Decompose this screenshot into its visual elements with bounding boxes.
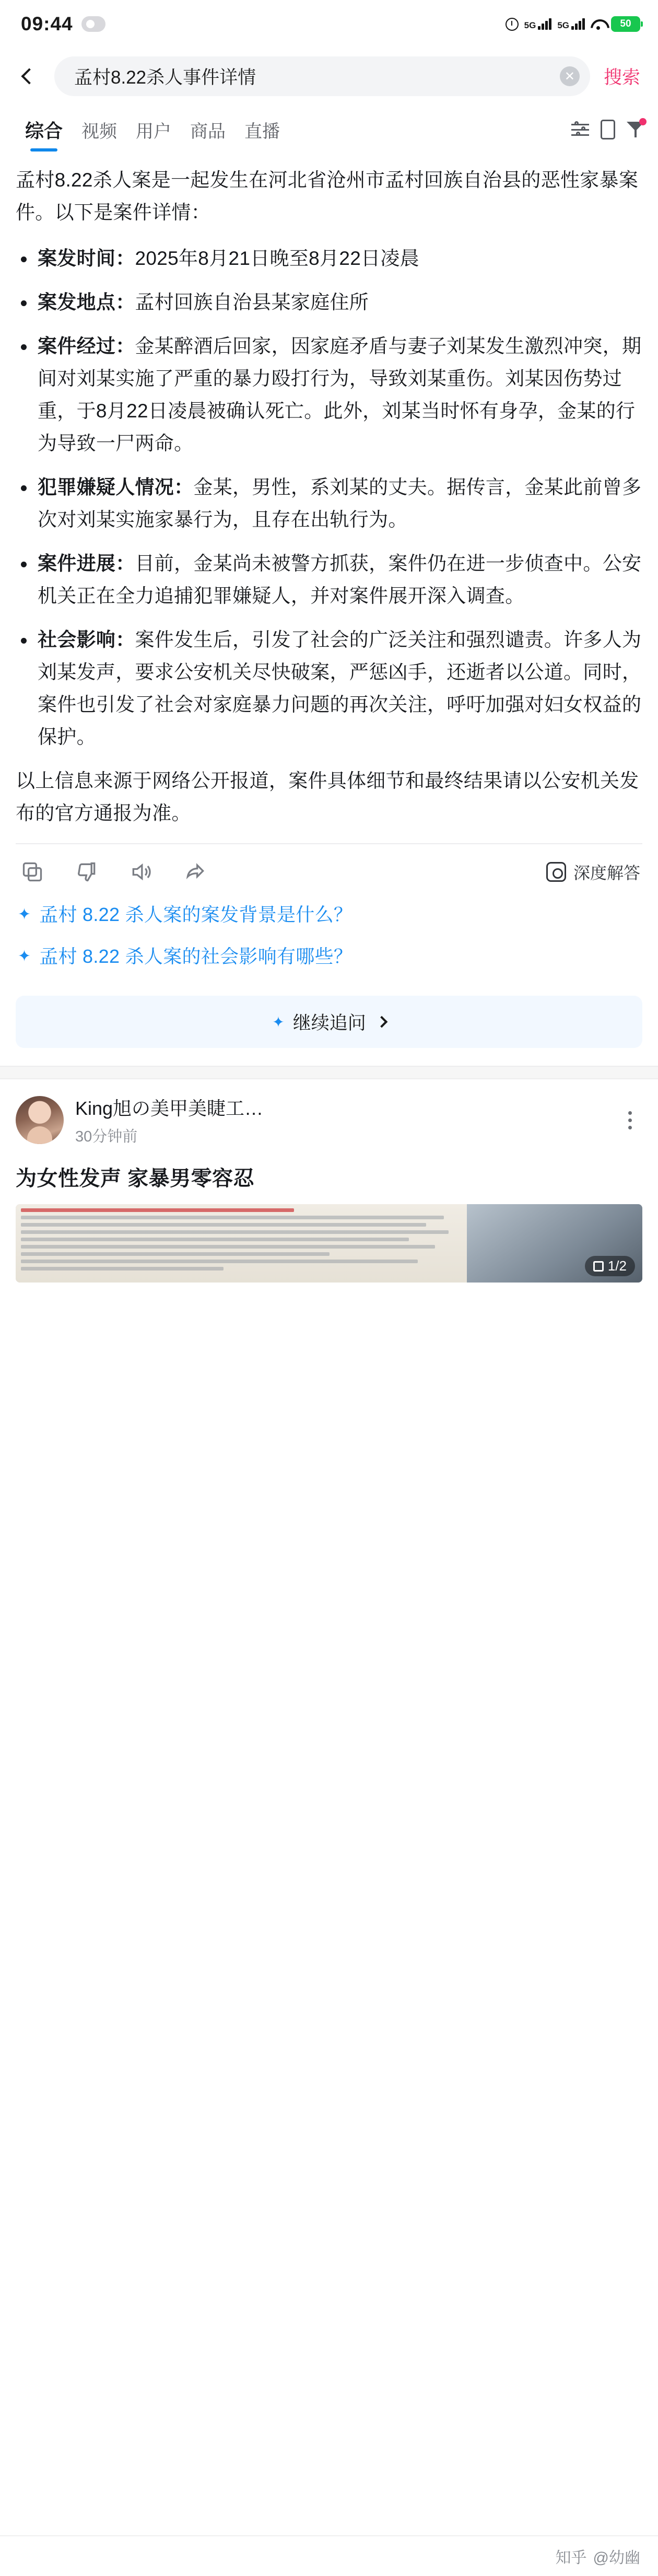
ai-answer-card: [0, 155, 658, 830]
deep-answer-icon: [546, 862, 566, 882]
wifi-icon: [591, 18, 605, 30]
status-bar-left: [21, 13, 105, 35]
answer-intro: 孟村8.22杀人案是一起发生在河北省沧州市孟村回族自治县的恶性家暴案件。以下是案件详情：: [16, 169, 639, 223]
post-header: [16, 1094, 642, 1146]
funnel-icon[interactable]: [627, 120, 644, 139]
bottom-watermark-bar: [0, 2535, 658, 2576]
search-submit-button[interactable]: 搜索: [603, 67, 640, 88]
continue-ask-label: 继续追问: [292, 1013, 366, 1033]
post-media[interactable]: [16, 1204, 642, 1283]
signal-group-1: [524, 18, 552, 30]
tab-video[interactable]: 视频: [81, 121, 118, 142]
followup-question-text: 孟村 8.22 杀人案的案发背景是什么？: [39, 904, 353, 925]
bullet-body: 2025年8月21日晚至8月22日凌晨: [135, 248, 419, 269]
back-arrow-icon: [21, 68, 37, 84]
share-icon[interactable]: [184, 860, 207, 883]
back-button[interactable]: [13, 60, 46, 93]
tab-live[interactable]: 直播: [244, 121, 280, 142]
deep-answer-button[interactable]: [546, 860, 640, 884]
images-icon: [593, 1261, 604, 1272]
bullet-title: 社会影响：: [38, 629, 135, 650]
answer-bullet-list: [16, 242, 642, 753]
search-bar: [0, 48, 658, 104]
status-bar: [0, 0, 658, 48]
network-type-label-2: 5G: [557, 20, 569, 30]
followup-question-list: [0, 900, 658, 988]
post-timestamp: 30分钟前: [75, 1128, 138, 1145]
post-media-document: [16, 1204, 467, 1283]
answer-action-bar: [0, 844, 658, 900]
phone-icon[interactable]: [601, 120, 615, 139]
deep-answer-label: 深度解答: [573, 864, 640, 882]
answer-disclaimer: 以上信息来源于网络公开报道，案件具体细节和最终结果请以公安机关发布的官方通报为准。: [16, 770, 639, 824]
thumbs-down-icon[interactable]: [75, 860, 98, 883]
tab-bar: [0, 104, 658, 155]
tab-products[interactable]: 商品: [190, 121, 226, 142]
watermark-nickname: @幼幽: [593, 2549, 640, 2567]
zhihu-logo: 知乎: [555, 2549, 587, 2567]
post-image-count-label: 1/2: [607, 1258, 627, 1274]
status-bar-right: [506, 16, 640, 32]
bullet-title: 案发时间：: [38, 248, 135, 269]
funnel-badge-dot: [639, 118, 647, 125]
post-author-meta: [75, 1094, 608, 1146]
bullet-body: 目前，金某尚未被警方抓获，案件仍在进一步侦查中。公安机关正在全力追捕犯罪嫌疑人，并对案件展开深入调查。: [38, 553, 642, 607]
chevron-right-icon: [375, 1016, 387, 1028]
search-input[interactable]: [54, 56, 590, 96]
list-item: [16, 547, 642, 612]
bullet-title: 案件进展：: [38, 553, 135, 574]
section-separator: [0, 1066, 658, 1079]
status-time: 09:44: [21, 13, 73, 34]
signal-group-2: [557, 18, 585, 30]
network-type-label-1: 5G: [524, 20, 536, 30]
list-item: [16, 624, 642, 753]
continue-ask-wrapper: [0, 988, 658, 1066]
followup-question-1[interactable]: [18, 900, 640, 930]
tab-users[interactable]: 用户: [136, 121, 172, 142]
list-item: [16, 286, 642, 319]
bullet-body: 金某，男性，系刘某的丈夫。据传言，金某此前曾多次对刘某实施家暴行为，且存在出轨行为。: [38, 476, 642, 530]
continue-ask-button[interactable]: [16, 996, 642, 1048]
bullet-body: 案件发生后，引发了社会的广泛关注和强烈谴责。许多人为刘某发声，要求公安机关尽快破案，严惩凶手，还逝者以公道。同时，案件也引发了社会对家庭暴力问题的再次关注，呼吁加强对妇女权益的保护。: [38, 629, 642, 748]
speaker-icon[interactable]: [130, 860, 152, 883]
search-input-value: 孟村8.22杀人事件详情: [74, 67, 256, 88]
tab-comprehensive[interactable]: 综合: [16, 116, 72, 143]
list-item: [16, 242, 642, 275]
bullet-body: 孟村回族自治县某家庭住所: [135, 292, 369, 313]
sliders-icon[interactable]: [571, 122, 589, 137]
tab-bar-icons: [567, 120, 644, 139]
bullet-title: 犯罪嫌疑人情况：: [38, 476, 194, 498]
more-options-icon[interactable]: [619, 1111, 642, 1129]
feed-post[interactable]: [0, 1079, 658, 1283]
avatar[interactable]: [16, 1096, 64, 1144]
bullet-title: 案发地点：: [38, 292, 135, 313]
copy-icon[interactable]: [21, 860, 44, 883]
status-pill-indicator: [81, 16, 105, 32]
battery-indicator: 50: [611, 16, 640, 32]
followup-question-2[interactable]: [18, 941, 640, 972]
signal-bars-icon-1: [538, 18, 551, 30]
sparkle-icon: ✦: [272, 1013, 285, 1030]
sparkle-icon: ✦: [18, 906, 31, 923]
bullet-title: 案件经过：: [38, 335, 135, 357]
list-item: [16, 471, 642, 536]
post-author-name[interactable]: King旭の美甲美睫工…: [75, 1098, 264, 1119]
signal-bars-icon-2: [571, 18, 585, 30]
clear-icon[interactable]: ✕: [560, 66, 580, 86]
sparkle-icon: ✦: [18, 948, 31, 965]
post-image-counter: [585, 1256, 635, 1276]
followup-question-text: 孟村 8.22 杀人案的社会影响有哪些？: [39, 946, 353, 967]
list-item: [16, 330, 642, 460]
bullet-body: 金某醉酒后回家，因家庭矛盾与妻子刘某发生激烈冲突，期间对刘某实施了严重的暴力殴打行为，导致刘某重伤。刘某因伤势过重，于8月22日凌晨被确认死亡。此外，刘某当时怀有身孕，金某的行为导致一尸两命。: [38, 335, 642, 454]
alarm-icon: [506, 18, 519, 31]
post-title[interactable]: 为女性发声 家暴男零容忍: [16, 1167, 255, 1190]
